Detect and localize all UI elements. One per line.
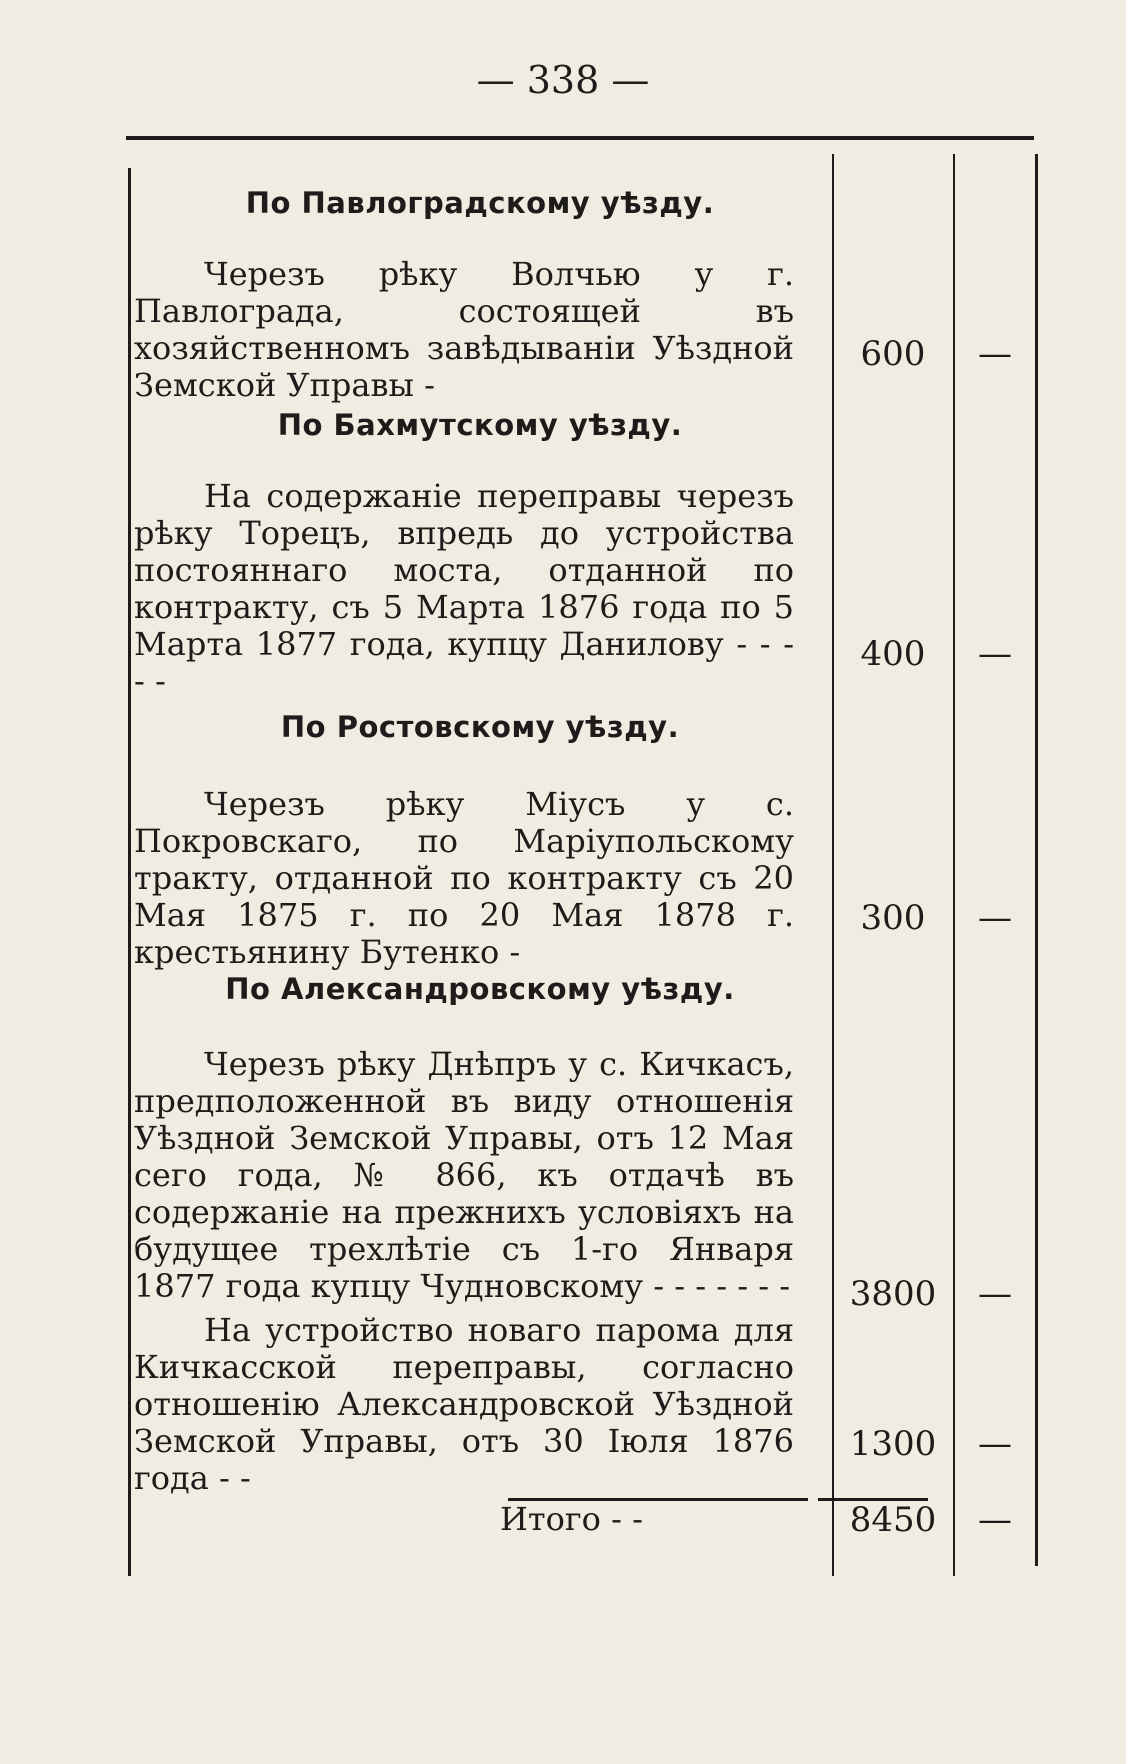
entry-amount: 600	[860, 334, 926, 374]
entry-text: Черезъ рѣку Міусъ у с. Покровскаго, по Маріупольскому тракту, отданной по контракту съ 20 Мая 1875 г. по 20 Мая 1878 г. крестьянину Бутенко -	[134, 785, 794, 971]
entry-text: Черезъ рѣку Волчью у г. Павлограда, состоящей въ хозяйственномъ завѣдываніи Уѣздной Земской Управы -	[134, 255, 794, 404]
entry-amount: 300	[860, 898, 926, 938]
entry-dash: —	[978, 1424, 1012, 1464]
entry-amount: 1300	[849, 1424, 937, 1464]
section-title-pavlograd: По Павлоградскому уѣзду.	[245, 186, 715, 220]
right-border	[1035, 154, 1038, 1566]
entry-amount: 400	[860, 634, 926, 674]
section-title-aleksandrovsk: По Александровскому уѣзду.	[225, 972, 735, 1006]
entry-text: Черезъ рѣку Днѣпръ у с. Кичкасъ, предположенной въ виду отношенія Уѣздной Земской Управы, отъ 12 Мая сего года, № 866, къ отдачѣ въ содержаніе на прежнихъ условіяхъ на будущее трехлѣтіе съ 1-го Января 1877 года купцу Чудновскому - - - - - - -	[134, 1045, 794, 1305]
total-dash: —	[978, 1500, 1012, 1540]
entry-text: На устройство новаго парома для Кичкасской переправы, согласно отношенію Александровской Уѣздной Земской Управы, отъ 30 Іюля 1876 года - -	[134, 1311, 794, 1497]
entry-dash: —	[978, 334, 1012, 374]
total-amount: 8450	[849, 1500, 937, 1540]
dash-column-divider	[953, 154, 955, 1576]
left-border	[128, 168, 131, 1576]
section-title-bakhmut: По Бахмутскому уѣзду.	[277, 408, 683, 442]
entry-dash: —	[978, 898, 1012, 938]
entry-amount: 3800	[849, 1274, 937, 1314]
top-rule	[126, 136, 1034, 140]
page-number: — 338 —	[476, 58, 650, 102]
entry-text: На содержаніе переправы черезъ рѣку Торецъ, впредь до устройства постояннаго моста, отданной по контракту, съ 5 Марта 1876 года по 5 Марта 1877 года, купцу Данилову - - - - -	[134, 477, 794, 700]
section-title-rostov: По Ростовскому уѣзду.	[280, 710, 680, 744]
total-label: Итого - -	[500, 1500, 643, 1538]
entry-dash: —	[978, 634, 1012, 674]
entry-dash: —	[978, 1274, 1012, 1314]
